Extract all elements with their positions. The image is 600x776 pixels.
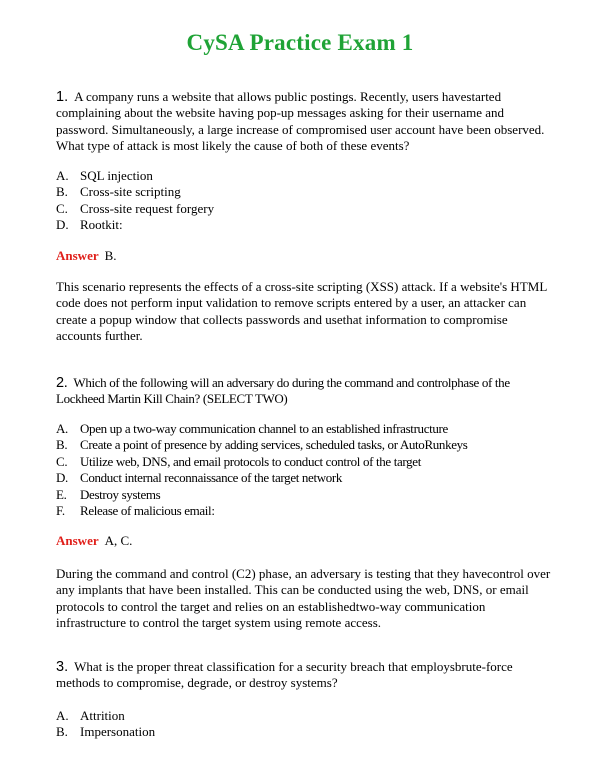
- page-title: CySA Practice Exam 1: [186, 30, 414, 55]
- question-3: [56, 659, 556, 692]
- option-b: B. Cross-site scripting: [56, 184, 181, 200]
- question-text: What is the proper threat classification for a security breach that employsbrute-force methods to compromise, degrade, or destroy systems?: [56, 659, 513, 691]
- question-3-options: [56, 708, 556, 741]
- question-number: 3.: [56, 659, 69, 675]
- option-e: E. Destroy systems: [56, 486, 161, 502]
- option-d: D. Rootkit:: [56, 217, 123, 233]
- answer-label: Answer: [56, 248, 99, 263]
- question-2-options: [56, 421, 556, 519]
- answer-2: [56, 533, 556, 549]
- answer-label: Answer: [56, 533, 99, 548]
- option-c: C. Utilize web, DNS, and email protocols to conduct control of the target: [56, 453, 421, 469]
- question-2: [56, 375, 556, 408]
- question-text: A company runs a website that allows public postings. Recently, users havestarted complaining about the website having pop-up messages asking for their username and password. Simultaneously, a large increase of compromised user account have been observed. What type of attack is most likely the cause of both of these events?: [56, 89, 545, 154]
- option-f: F. Release of malicious email:: [56, 503, 215, 519]
- option-d: D. Conduct internal reconnaissance of the target network: [56, 470, 343, 486]
- option-a: A. SQL injection: [56, 168, 153, 183]
- option-a: A. Attrition: [56, 708, 125, 723]
- option-b: B. Create a point of presence by adding services, scheduled tasks, or AutoRunkeys: [56, 437, 468, 453]
- option-a: A. Open up a two-way communication channel to an established infrastructure: [56, 421, 448, 436]
- question-number: 2.: [56, 375, 68, 391]
- answer-1: [56, 248, 556, 264]
- option-c: C. Cross-site request forgery: [56, 200, 215, 216]
- answer-value: A, C.: [104, 533, 133, 548]
- question-text: Which of the following will an adversary do during the command and controlphase of the Lockheed Martin Kill Chain? (SELECT TWO): [56, 375, 510, 407]
- answer-value: B.: [104, 248, 117, 263]
- question-1-options: [56, 168, 556, 234]
- question-number: 1.: [56, 89, 69, 105]
- question-1: [56, 89, 556, 155]
- explanation-2: During the command and control (C2) phase, an adversary is testing that they havecontrol over any implants that have been installed. This can be conducted using the web, DNS, or email protocols to control the target and relies on an establishedtwo-way communication infrastructure to control the target system using remote access.: [56, 566, 551, 631]
- explanation-1: This scenario represents the effects of a cross-site scripting (XSS) attack. If a website's HTML code does not perform input validation to remove scripts entered by a user, an attacker can create a popup window that collects passwords and usethat information to compromise accounts further.: [56, 279, 547, 344]
- option-b: B. Impersonation: [56, 724, 156, 740]
